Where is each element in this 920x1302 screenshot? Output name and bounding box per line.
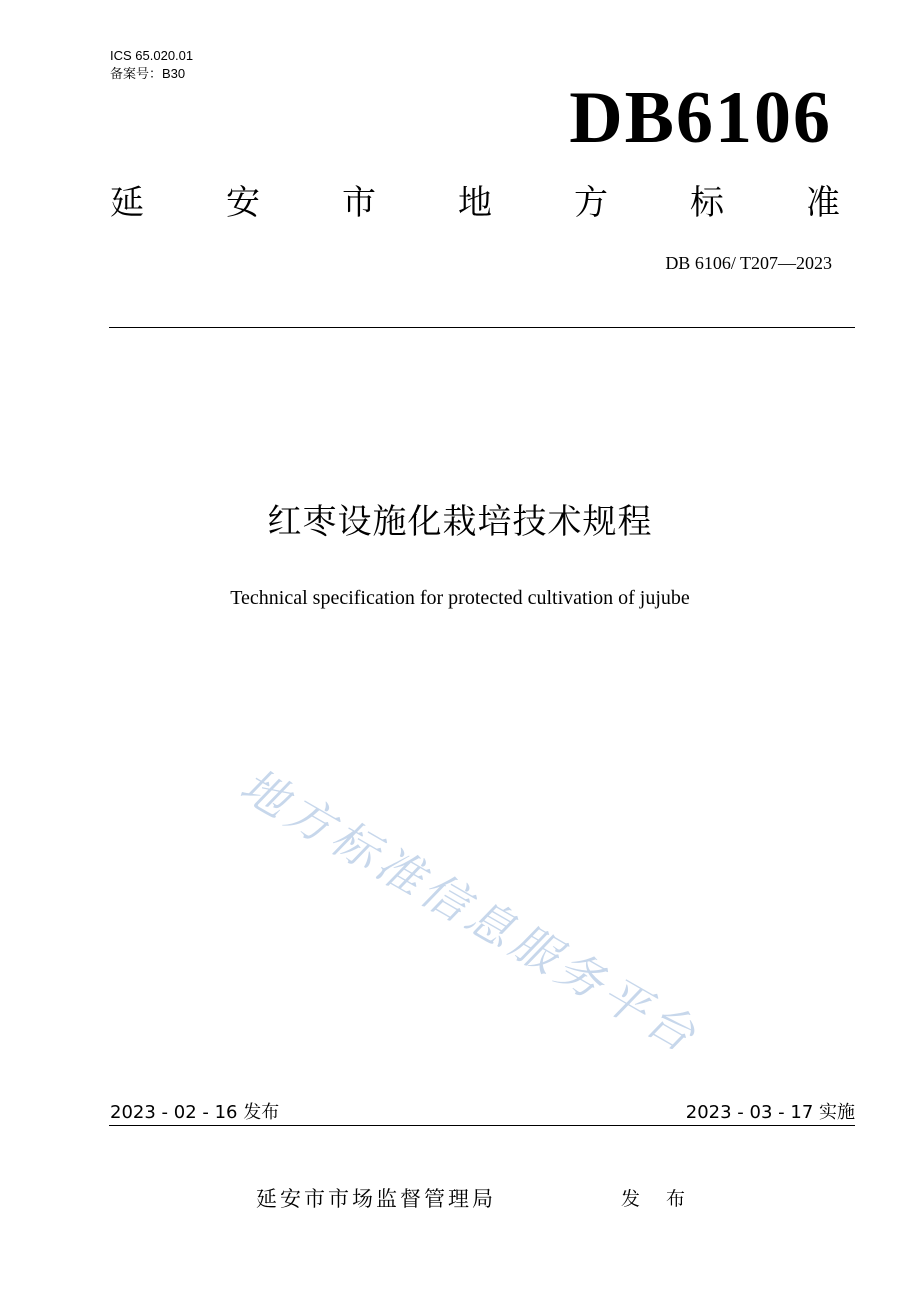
top-divider xyxy=(109,327,855,328)
standard-type-char: 准 xyxy=(806,183,840,223)
standard-type-char: 安 xyxy=(226,183,260,223)
ics-code: ICS 65.020.01 xyxy=(110,48,194,63)
standard-type xyxy=(110,178,840,228)
filing-number: 备案号：B30 xyxy=(110,66,186,81)
title-chinese: 红枣设施化栽培技术规程 xyxy=(267,502,653,542)
standard-type-char: 市 xyxy=(342,183,376,223)
standard-type-char: 方 xyxy=(574,183,608,223)
bottom-divider xyxy=(109,1125,855,1126)
implementation-date: 2023 - 03 - 17 实施 xyxy=(685,1102,855,1123)
standard-type-char: 地 xyxy=(458,183,492,223)
ics-block xyxy=(110,47,193,83)
title-english: Technical specification for protected cultivation of jujube xyxy=(230,587,690,609)
standard-type-char: 标 xyxy=(690,183,724,223)
standard-number: DB 6106/ T207—2023 xyxy=(665,253,832,273)
issuer-name: 延安市市场监督管理局 xyxy=(256,1187,496,1211)
release-date: 2023 - 02 - 16 发布 xyxy=(110,1102,280,1123)
standard-type-char: 延 xyxy=(110,183,144,223)
dates-row xyxy=(110,1101,855,1125)
issue-label: 发 布 xyxy=(621,1188,696,1210)
db-code-heading: DB6106 xyxy=(569,77,832,159)
watermark-text: 地方标准信息服务平台 xyxy=(231,757,709,1065)
